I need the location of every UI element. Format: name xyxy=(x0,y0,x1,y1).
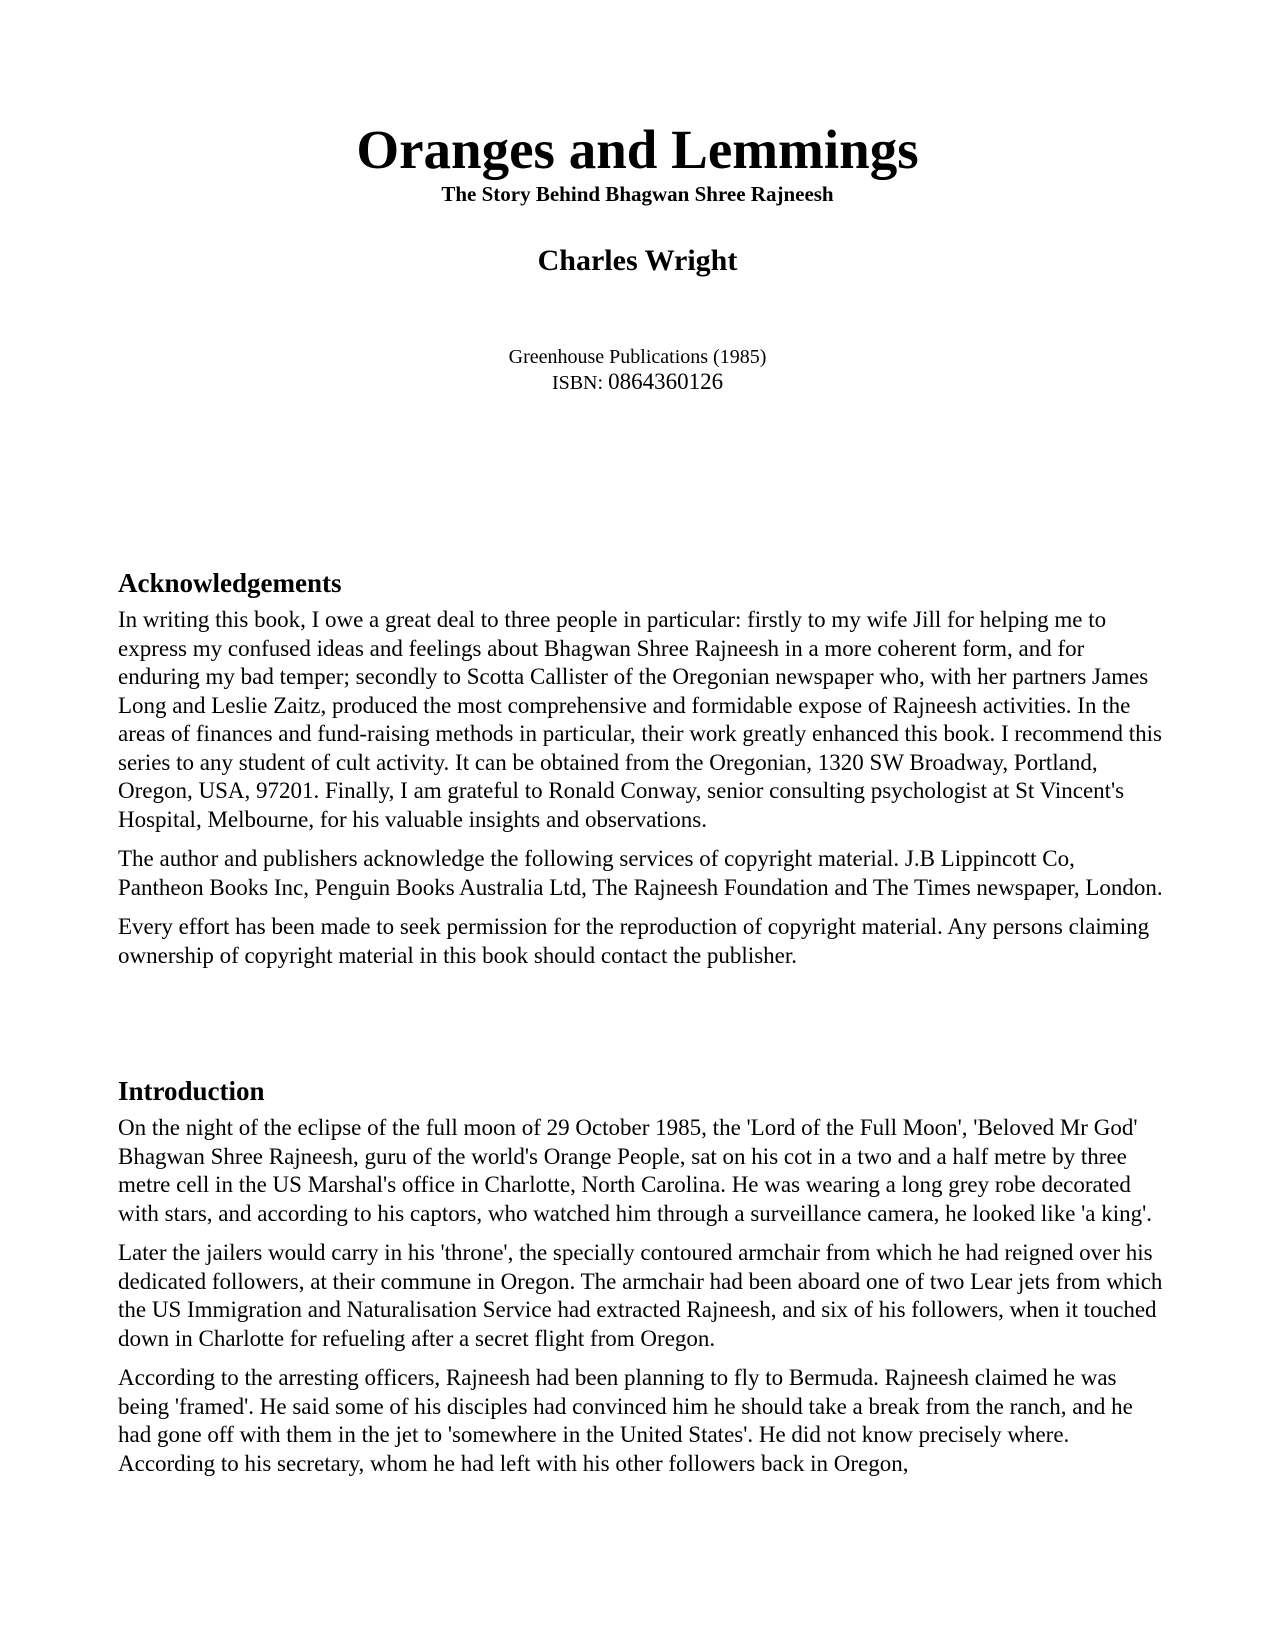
acknowledgements-section xyxy=(118,566,1163,981)
book-title: Oranges and Lemmings xyxy=(356,119,919,180)
acknowledgements-paragraph: The author and publishers acknowledge the following services of copyright material. J.B Lippincott Co, Pantheon Books Inc, Penguin Books Australia Ltd, The Rajneesh Foundation and The Times newspaper, London. xyxy=(118,846,1163,900)
introduction-heading: Introduction xyxy=(118,1076,265,1106)
book-subtitle: The Story Behind Bhagwan Shree Rajneesh xyxy=(441,182,834,206)
isbn-label: ISBN: xyxy=(551,372,609,394)
publisher-line: Greenhouse Publications (1985) xyxy=(508,346,767,368)
introduction-section xyxy=(118,1074,1163,1489)
acknowledgements-paragraph: Every effort has been made to seek permission for the reproduction of copyright material. Any persons claiming ownership of copyright material in this book should contact the publisher. xyxy=(118,914,1150,968)
introduction-paragraph: Later the jailers would carry in his 'throne', the specially contoured armchair from which he had reigned over his dedicated followers, at their commune in Oregon. The armchair had been aboard one of two Lear jets from which the US Immigration and Naturalisation Service had extracted Rajneesh, and six of his followers, when it touched down in Charlotte for refueling after a secret flight from Oregon. xyxy=(118,1240,1163,1351)
isbn-number: 0864360126 xyxy=(608,369,724,394)
acknowledgements-heading: Acknowledgements xyxy=(118,568,342,598)
acknowledgements-paragraph: In writing this book, I owe a great deal to three people in particular: firstly to my wife Jill for helping me to express my confused ideas and feelings about Bhagwan Shree Rajneesh in a more coherent form, and for enduring my bad temper; secondly to Scotta Callister of the Oregonian newspaper who, with her partners James Long and Leslie Zaitz, produced the most comprehensive and formidable expose of Rajneesh activities. In the areas of finances and fund-raising methods in particular, their work greatly enhanced this book. I recommend this series to any student of cult activity. It can be obtained from the Oregonian, 1320 SW Broadway, Portland, Oregon, USA, 97201. Finally, I am grateful to Ronald Conway, senior consulting psychologist at St Vincent's Hospital, Melbourne, for his valuable insights and observations. xyxy=(118,607,1162,832)
book-author: Charles Wright xyxy=(537,244,738,277)
introduction-paragraph: On the night of the eclipse of the full moon of 29 October 1985, the 'Lord of the Full Moon', 'Beloved Mr God' Bhagwan Shree Rajneesh, guru of the world's Orange People, sat on his cot in a two and a half metre by three metre cell in the US Marshal's office in Charlotte, North Carolina. He was wearing a long grey robe decorated with stars, and according to his captors, who watched him through a surveillance camera, he looked like 'a king'. xyxy=(118,1115,1153,1226)
isbn-line xyxy=(0,370,1275,395)
introduction-paragraph: According to the arresting officers, Rajneesh had been planning to fly to Bermuda. Rajneesh claimed he was being 'framed'. He said some of his disciples had convinced him he should take a break from the ranch, and he had gone off with them in the jet to 'somewhere in the United States'. He did not know precisely where. According to his secretary, whom he had left with his other followers back in Oregon, xyxy=(118,1365,1133,1476)
